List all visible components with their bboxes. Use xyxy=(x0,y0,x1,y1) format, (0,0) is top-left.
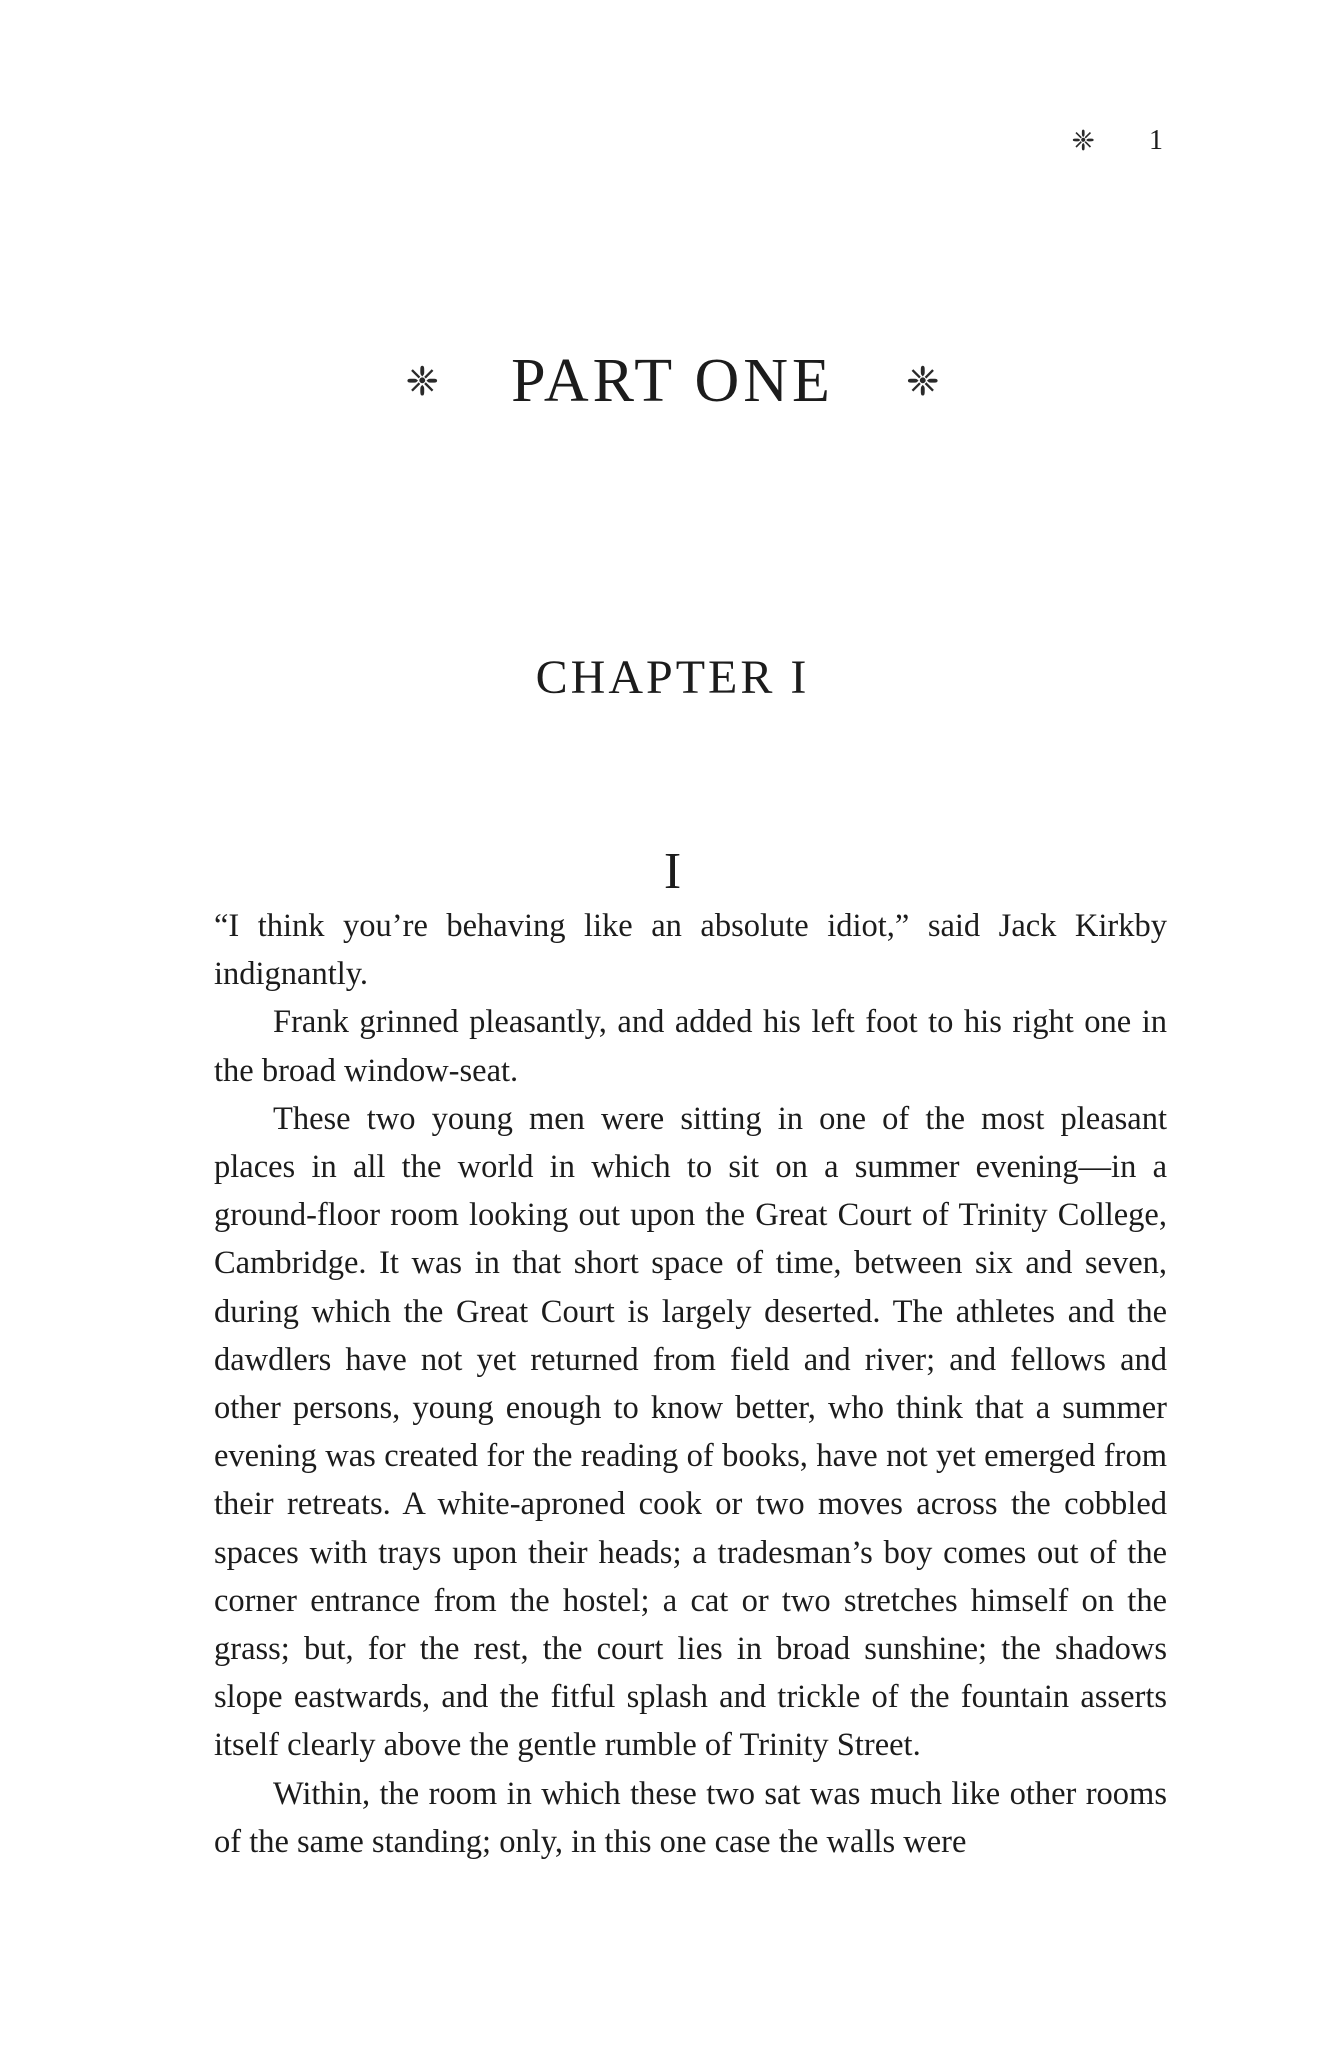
paragraph: Frank grinned pleasantly, and added his left foot to his right one in the broad window-seat. xyxy=(214,1004,1167,1089)
section-number: I xyxy=(663,843,682,900)
body-text xyxy=(214,902,1167,1866)
asterism-flower-icon: ❈ xyxy=(905,359,940,404)
asterism-flower-icon: ❈ xyxy=(405,359,440,404)
paragraph: These two young men were sitting in one of the most pleasant places in all the world in which to sit on a summer evening—in a ground-floor room looking out upon the Great Court of Trinity College, Cambridge. It was in that short space of time, between six and seven, during which the Great Court is largely deserted. The athletes and the dawdlers have not yet returned from field and river; and fellows and other persons, young enough to know better, who think that a summer evening was created for the reading of books, have not yet emerged from their retreats. A white-aproned cook or two moves across the cobbled spaces with trays upon their heads; a tradesman’s boy comes out of the corner entrance from the hostel; a cat or two stretches himself on the grass; but, for the rest, the court lies in broad sunshine; the shadows slope eastwards, and the fitful splash and trickle of the fountain asserts itself clearly above the gentle rumble of Trinity Street. xyxy=(214,1100,1167,1764)
page-number: 1 xyxy=(1149,125,1163,156)
chapter-title: CHAPTER I xyxy=(535,651,810,704)
running-header xyxy=(1072,124,1163,158)
part-title-block xyxy=(0,346,1325,417)
asterism-flower-icon: ❈ xyxy=(1071,126,1095,157)
part-title: PART ONE xyxy=(511,347,834,415)
paragraph: Within, the room in which these two sat was much like other rooms of the same standing; only, in this one case the walls were xyxy=(214,1775,1167,1860)
paragraph: “I think you’re behaving like an absolute idiot,” said Jack Kirkby indignantly. xyxy=(214,908,1167,993)
